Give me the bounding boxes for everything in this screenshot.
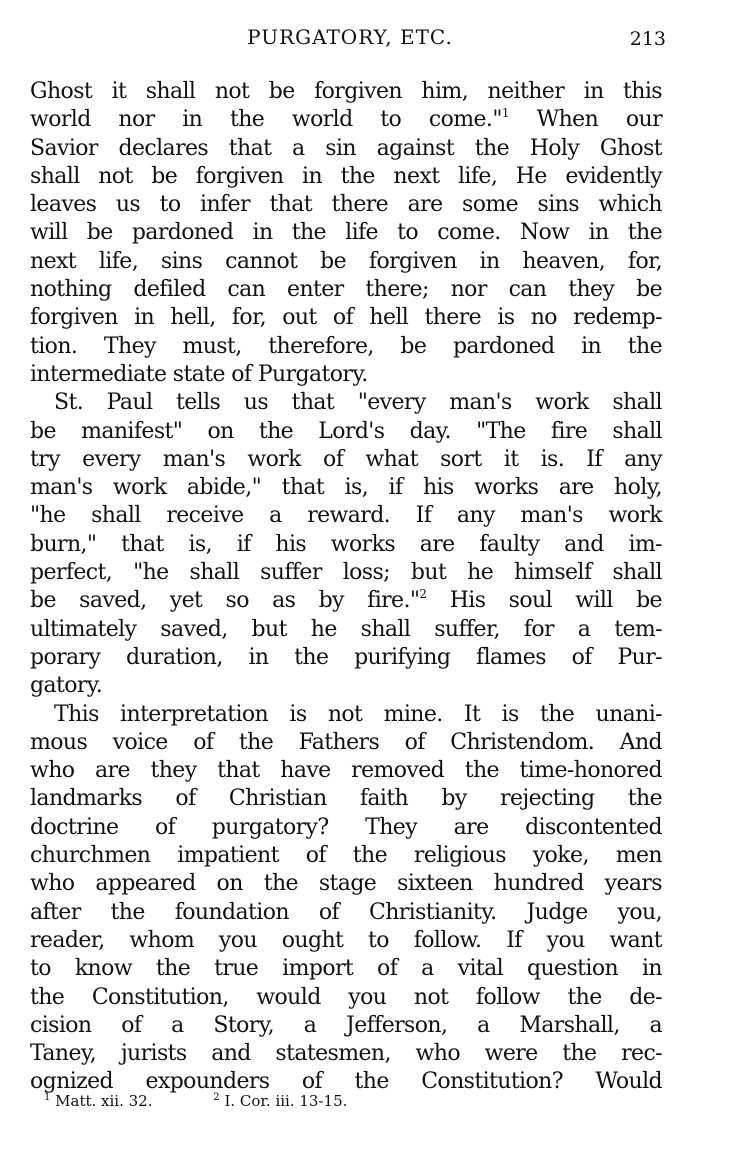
text-line: who appeared on the stage sixteen hundred years	[30, 871, 662, 897]
body-text	[30, 78, 662, 1097]
footnote-marker: 1	[501, 106, 509, 121]
text-line: porary duration, in the purifying flames of Pur-	[30, 644, 662, 670]
text-line: cision of a Story, a Jefferson, a Marshall, a	[30, 1012, 662, 1038]
text-line: try every man's work of what sort it is. If any	[30, 446, 662, 472]
page-number: 213	[629, 28, 666, 50]
text-line	[30, 587, 662, 615]
text-line: nothing defiled can enter there; nor can they be	[30, 277, 662, 303]
text-line: "he shall receive a reward. If any man's work	[30, 503, 662, 529]
text-fragment: His soul will be	[449, 588, 662, 614]
text-line: ognized expounders of the Constitution? Would	[30, 1069, 662, 1095]
footnote	[213, 1088, 347, 1114]
text-line: St. Paul tells us that "every man's work shall	[54, 390, 662, 416]
text-line: after the foundation of Christianity. Judge you,	[30, 899, 662, 925]
text-line	[30, 106, 662, 134]
text-line: forgiven in hell, for, out of hell there is no redemp-	[30, 305, 662, 331]
text-line: Taney, jurists and statesmen, who were the rec-	[30, 1041, 662, 1067]
text-line: Ghost it shall not be forgiven him, neither in this	[30, 79, 662, 104]
text-line: man's work abide," that is, if his works are holy,	[30, 475, 662, 501]
text-line: mous voice of the Fathers of Christendom. And	[30, 729, 662, 755]
text-line: intermediate state of Purgatory.	[30, 361, 368, 387]
running-title: PURGATORY, ETC.	[247, 25, 453, 49]
text-fragment: When our	[536, 107, 662, 133]
text-line: churchmen impatient of the religious yoke, men	[30, 843, 662, 869]
text-line: burn," that is, if his works are faulty and im-	[30, 531, 662, 557]
footnote-marker: 2	[419, 587, 427, 602]
text-line: next life, sins cannot be forgiven in heaven, for,	[30, 248, 662, 274]
text-line: who are they that have removed the time-honored	[30, 758, 662, 784]
text-fragment: world nor in the world to come."	[30, 107, 502, 133]
footnote-text: I. Cor. iii. 13-15.	[224, 1092, 348, 1110]
text-line: landmarks of Christian faith by rejecting the	[30, 786, 662, 812]
text-line: Savior declares that a sin against the Holy Ghost	[30, 135, 662, 161]
footnote	[44, 1088, 153, 1114]
footnote-number: 2	[213, 1092, 220, 1103]
text-line: This interpretation is not mine. It is the unani-	[54, 701, 662, 727]
footnote-text: Matt. xii. 32.	[55, 1092, 153, 1110]
footnotes	[44, 1088, 644, 1114]
text-line: reader, whom you ought to follow. If you want	[30, 927, 662, 953]
running-head	[30, 22, 670, 52]
text-line: ultimately saved, but he shall suffer, for a tem-	[30, 616, 662, 642]
text-line: leaves us to infer that there are some sins which	[30, 192, 662, 218]
text-line: doctrine of purgatory? They are discontented	[30, 814, 662, 840]
text-line: be manifest" on the Lord's day. "The fire shall	[30, 418, 662, 444]
text-line: shall not be forgiven in the next life, He evidently	[30, 163, 662, 189]
text-line: to know the true import of a vital question in	[30, 956, 662, 982]
footnote-number: 1	[44, 1092, 51, 1103]
text-line: tion. They must, therefore, be pardoned in the	[30, 333, 662, 359]
text-line: gatory.	[30, 673, 103, 699]
text-line: perfect, "he shall suffer loss; but he himself shall	[30, 560, 662, 586]
text-fragment: be saved, yet so as by fire."	[30, 588, 420, 614]
text-line: the Constitution, would you not follow the de-	[30, 984, 662, 1010]
text-line: will be pardoned in the life to come. Now in the	[30, 220, 662, 246]
